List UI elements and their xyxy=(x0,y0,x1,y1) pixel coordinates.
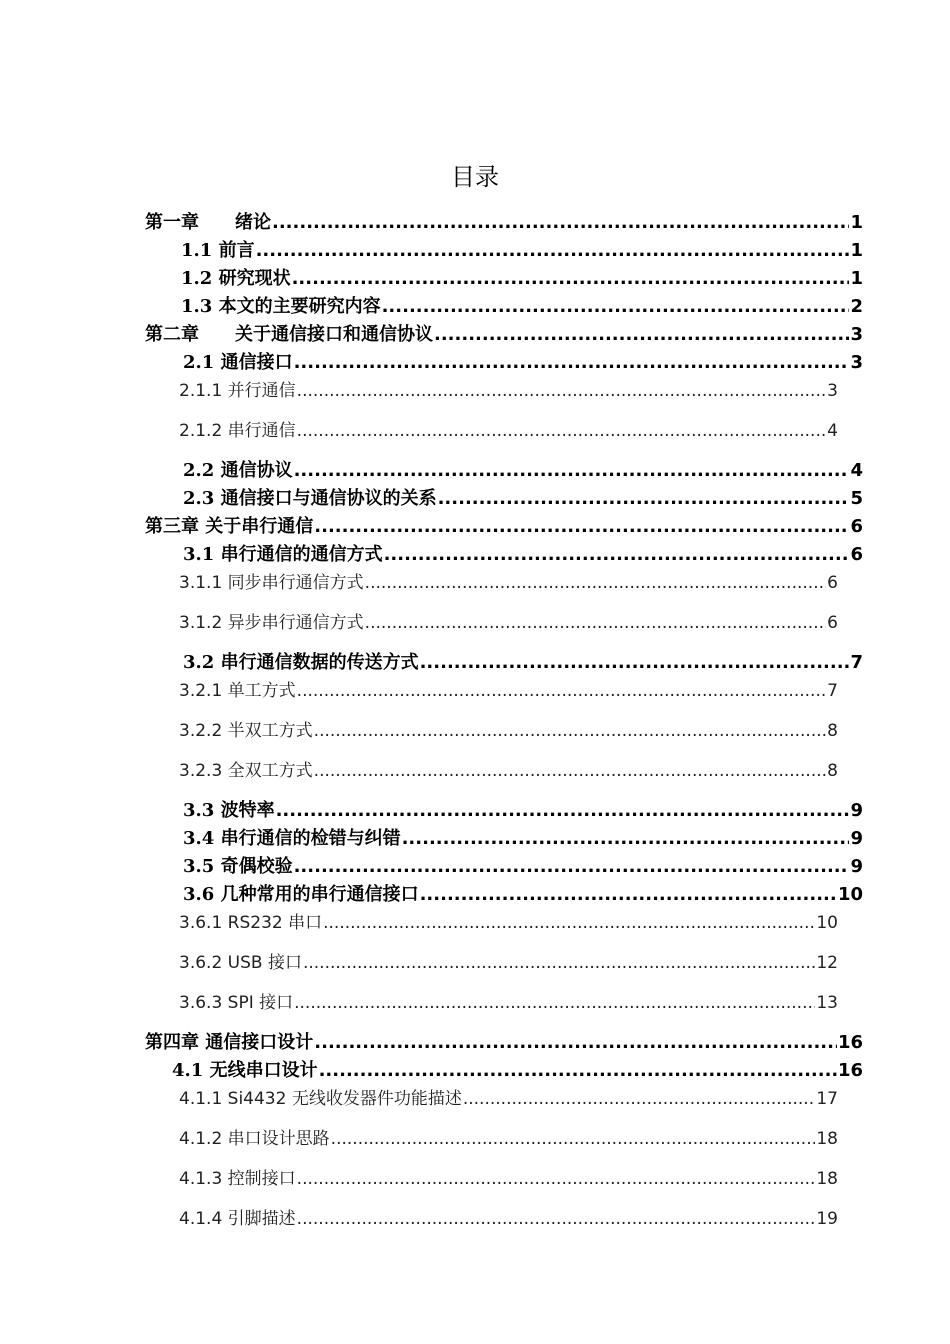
toc-chapter-entry[interactable] xyxy=(145,208,863,234)
toc-entry-label: 1.1 前言 xyxy=(181,240,255,261)
toc-section-entry[interactable] xyxy=(183,540,863,566)
toc-entry-label: 2.1.2 串行通信 xyxy=(179,421,296,441)
toc-dot-leader xyxy=(382,296,850,317)
toc-section-entry[interactable] xyxy=(181,292,863,318)
toc-section-entry[interactable] xyxy=(183,456,863,482)
toc-entry-label: 2.1 通信接口 xyxy=(183,352,293,373)
toc-section-entry[interactable] xyxy=(181,264,863,290)
toc-page-number: 3 xyxy=(850,352,863,373)
toc-subsection-entry[interactable] xyxy=(179,676,838,701)
toc-page-number: 6 xyxy=(827,573,838,593)
toc-dot-leader xyxy=(256,240,850,261)
toc-title: 目录 xyxy=(451,163,499,191)
toc-page-number: 1 xyxy=(850,268,863,289)
toc-entry-label: 3.2 串行通信数据的传送方式 xyxy=(183,652,419,673)
toc-entry-label: 3.6 几种常用的串行通信接口 xyxy=(183,884,419,905)
toc-subsection-entry[interactable] xyxy=(179,908,838,933)
toc-dot-leader xyxy=(365,613,827,633)
toc-dot-leader xyxy=(294,352,850,373)
toc-page-number: 6 xyxy=(827,613,838,633)
toc-dot-leader xyxy=(272,212,849,233)
toc-entry-label: 2.3 通信接口与通信协议的关系 xyxy=(183,488,437,509)
toc-entry-label: 3.6.3 SPI 接口 xyxy=(179,993,294,1013)
toc-page-number: 10 xyxy=(816,913,838,933)
toc-dot-leader xyxy=(297,421,827,441)
toc-page-number: 19 xyxy=(816,1209,838,1229)
toc-entry-label: 第一章 绪论 xyxy=(145,212,271,233)
toc-page-number: 1 xyxy=(850,240,863,261)
toc-page-number: 6 xyxy=(850,516,863,537)
toc-page-number: 7 xyxy=(827,681,838,701)
toc-entry-label: 4.1.3 控制接口 xyxy=(179,1169,296,1189)
toc-dot-leader xyxy=(276,800,850,821)
toc-entry-label: 3.6.1 RS232 串口 xyxy=(179,913,323,933)
toc-page-number: 4 xyxy=(827,421,838,441)
toc-subsection-entry[interactable] xyxy=(179,1204,838,1229)
toc-chapter-entry[interactable] xyxy=(145,1028,863,1054)
toc-dot-leader xyxy=(402,828,850,849)
toc-entry-label: 3.1.1 同步串行通信方式 xyxy=(179,573,364,593)
toc-page-number: 13 xyxy=(816,993,838,1013)
toc-page-number: 18 xyxy=(816,1129,838,1149)
toc-page-number: 8 xyxy=(827,721,838,741)
toc-dot-leader xyxy=(297,1209,816,1229)
toc-dot-leader xyxy=(297,1169,816,1189)
toc-page-number: 7 xyxy=(850,652,863,673)
toc-dot-leader xyxy=(314,1032,837,1053)
toc-section-entry[interactable] xyxy=(183,852,863,878)
toc-dot-leader xyxy=(294,856,850,877)
toc-dot-leader xyxy=(297,381,827,401)
toc-dot-leader xyxy=(331,1129,816,1149)
toc-dot-leader xyxy=(314,516,849,537)
toc-entry-label: 3.1.2 异步串行通信方式 xyxy=(179,613,364,633)
toc-dot-leader xyxy=(434,324,849,345)
toc-page-number: 17 xyxy=(816,1089,838,1109)
toc-dot-leader xyxy=(294,993,815,1013)
toc-page-number: 4 xyxy=(850,460,863,481)
toc-entry-label: 3.4 串行通信的检错与纠错 xyxy=(183,828,401,849)
toc-entry-label: 4.1.2 串口设计思路 xyxy=(179,1129,330,1149)
toc-entry-label: 3.1 串行通信的通信方式 xyxy=(183,544,383,565)
toc-entry-label: 3.2.3 全双工方式 xyxy=(179,761,313,781)
toc-chapter-entry[interactable] xyxy=(145,512,863,538)
toc-subsection-entry[interactable] xyxy=(179,1164,838,1189)
toc-page-number: 3 xyxy=(827,381,838,401)
toc-subsection-entry[interactable] xyxy=(179,568,838,593)
toc-entry-label: 3.5 奇偶校验 xyxy=(183,856,293,877)
toc-section-entry[interactable] xyxy=(183,348,863,374)
toc-entry-label: 4.1.1 Si4432 无线收发器件功能描述 xyxy=(179,1089,462,1109)
toc-subsection-entry[interactable] xyxy=(179,716,838,741)
toc-subsection-entry[interactable] xyxy=(179,376,838,401)
toc-section-entry[interactable] xyxy=(183,880,863,906)
toc-page-number: 16 xyxy=(837,1032,863,1053)
toc-dot-leader xyxy=(365,573,827,593)
toc-subsection-entry[interactable] xyxy=(179,1124,838,1149)
toc-subsection-entry[interactable] xyxy=(179,1084,838,1109)
toc-dot-leader xyxy=(420,652,850,673)
toc-entry-label: 1.2 研究现状 xyxy=(181,268,291,289)
toc-dot-leader xyxy=(303,953,815,973)
toc-dot-leader xyxy=(384,544,850,565)
toc-dot-leader xyxy=(314,721,827,741)
toc-chapter-entry[interactable] xyxy=(145,320,863,346)
toc-page-number: 9 xyxy=(850,828,863,849)
toc-entry-label: 4.1 无线串口设计 xyxy=(172,1060,318,1081)
toc-page-number: 1 xyxy=(850,212,863,233)
toc-subsection-entry[interactable] xyxy=(179,988,838,1013)
toc-entry-label: 3.2.1 单工方式 xyxy=(179,681,296,701)
toc-page-number: 18 xyxy=(816,1169,838,1189)
toc-page-number: 9 xyxy=(850,800,863,821)
toc-page-number: 3 xyxy=(850,324,863,345)
toc-subsection-entry[interactable] xyxy=(179,608,838,633)
toc-page-number: 8 xyxy=(827,761,838,781)
toc-dot-leader xyxy=(319,1060,837,1081)
toc-entry-label: 第四章 通信接口设计 xyxy=(145,1032,314,1053)
toc-entry-label: 4.1.4 引脚描述 xyxy=(179,1209,296,1229)
toc-page-number: 2 xyxy=(850,296,863,317)
toc-dot-leader xyxy=(297,681,827,701)
toc-subsection-entry[interactable] xyxy=(179,948,838,973)
toc-entry-label: 2.1.1 并行通信 xyxy=(179,381,296,401)
toc-section-entry[interactable] xyxy=(183,648,863,674)
toc-section-entry[interactable] xyxy=(183,824,863,850)
toc-section-entry[interactable] xyxy=(183,796,863,822)
toc-page-number: 12 xyxy=(816,953,838,973)
toc-section-entry[interactable] xyxy=(183,484,863,510)
toc-entry-label: 第三章 关于串行通信 xyxy=(145,516,314,537)
toc-subsection-entry[interactable] xyxy=(179,756,838,781)
toc-page-number: 16 xyxy=(837,1060,863,1081)
toc-page-number: 5 xyxy=(850,488,863,509)
toc-page-number: 6 xyxy=(850,544,863,565)
toc-dot-leader xyxy=(323,913,815,933)
toc-dot-leader xyxy=(420,884,837,905)
toc-entry-label: 3.2.2 半双工方式 xyxy=(179,721,313,741)
toc-subsection-entry[interactable] xyxy=(179,416,838,441)
toc-dot-leader xyxy=(463,1089,816,1109)
toc-entry-label: 3.6.2 USB 接口 xyxy=(179,953,302,973)
toc-page-number: 9 xyxy=(850,856,863,877)
toc-section-entry[interactable] xyxy=(181,236,863,262)
toc-section-entry[interactable] xyxy=(172,1056,863,1082)
toc-dot-leader xyxy=(314,761,827,781)
toc-entry-label: 3.3 波特率 xyxy=(183,800,275,821)
toc-dot-leader xyxy=(438,488,850,509)
toc-page-number: 10 xyxy=(837,884,863,905)
toc-entry-label: 1.3 本文的主要研究内容 xyxy=(181,296,381,317)
toc-dot-leader xyxy=(294,460,850,481)
toc-dot-leader xyxy=(292,268,850,289)
toc-entry-label: 第二章 关于通信接口和通信协议 xyxy=(145,324,433,345)
toc-entry-label: 2.2 通信协议 xyxy=(183,460,293,481)
